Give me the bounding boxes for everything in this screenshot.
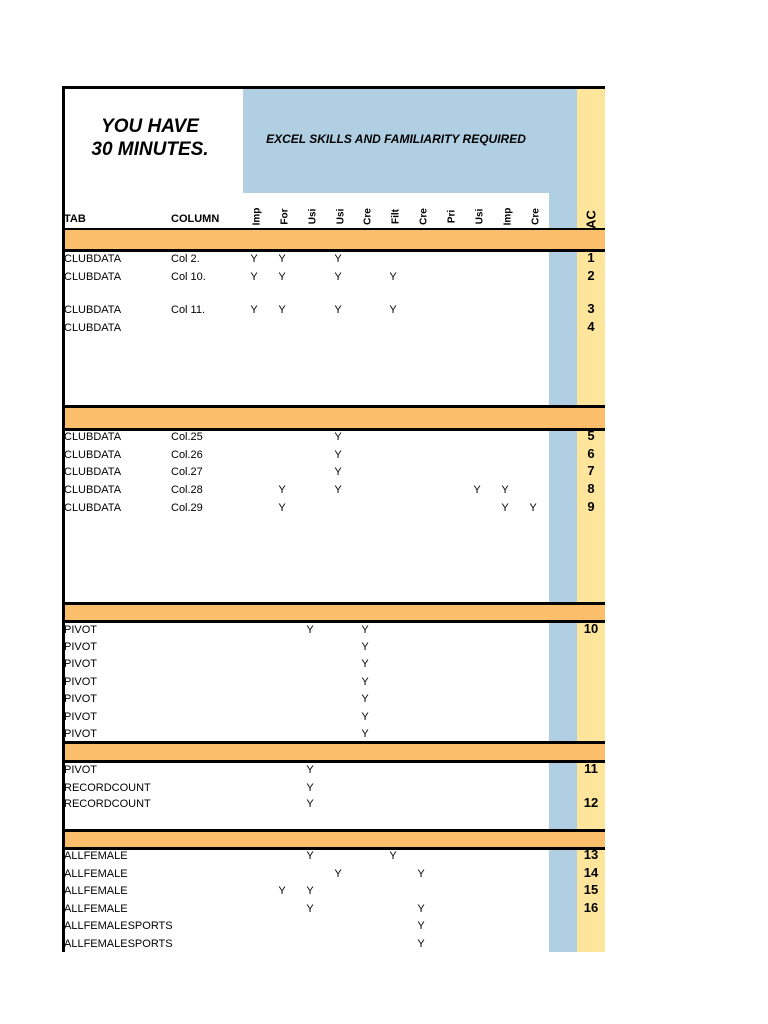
ac-number: 1: [587, 250, 595, 265]
ac-number: 10: [583, 621, 599, 636]
row-tab: ALLFEMALE: [64, 903, 128, 915]
row-tab: PIVOT: [64, 764, 98, 776]
skill-mark: Y: [389, 304, 397, 316]
rule: [64, 741, 605, 744]
row-tab: PIVOT: [64, 711, 98, 723]
row-column: Col.29: [171, 502, 203, 514]
rule: [64, 602, 605, 605]
skill-mark: Y: [306, 885, 314, 897]
row-column: Col 2.: [171, 253, 200, 265]
row-tab: PIVOT: [64, 693, 98, 705]
ac-number: 7: [587, 463, 595, 478]
row-tab: ALLFEMALE: [64, 885, 128, 897]
skill-mark: Y: [334, 466, 342, 478]
ac-number: 11: [584, 761, 598, 776]
row-tab: CLUBDATA: [64, 304, 122, 316]
skill-mark: Y: [250, 271, 258, 283]
row-column: Col 11.: [171, 304, 206, 316]
row-tab: ALLFEMALE: [64, 868, 128, 880]
skill-header: Cre: [530, 208, 542, 225]
skill-mark: Y: [473, 484, 481, 496]
skill-header: Cre: [362, 208, 374, 225]
skill-mark: Y: [306, 624, 314, 636]
row-tab: PIVOT: [64, 624, 98, 636]
row-tab: CLUBDATA: [64, 449, 122, 461]
ac-number: 5: [587, 428, 595, 443]
rule: [64, 760, 605, 763]
section-band: [64, 743, 605, 761]
skill-mark: Y: [278, 271, 286, 283]
row-tab: ALLFEMALESPORTS: [64, 920, 173, 932]
row-tab: CLUBDATA: [64, 502, 122, 514]
rule: [64, 620, 605, 623]
skill-mark: Y: [334, 431, 342, 443]
skill-mark: Y: [389, 850, 397, 862]
skill-mark: Y: [417, 903, 425, 915]
ac-number: 2: [587, 268, 595, 283]
row-tab: RECORDCOUNT: [64, 782, 151, 794]
ac-number: 8: [587, 481, 595, 496]
skill-mark: Y: [334, 868, 342, 880]
skill-mark: Y: [278, 253, 286, 265]
ac-number: 9: [587, 499, 595, 514]
rule: [64, 847, 605, 850]
skill-header: Cre: [418, 208, 430, 225]
row-tab: PIVOT: [64, 641, 98, 653]
top-border: [62, 86, 605, 89]
section-band: [64, 229, 605, 249]
skill-mark: Y: [334, 484, 342, 496]
rule: [64, 829, 605, 832]
skill-mark: Y: [417, 938, 425, 950]
skill-header: Usi: [307, 208, 319, 225]
skill-header: Usi: [474, 208, 486, 225]
skill-mark: Y: [417, 920, 425, 932]
timer-line-1: YOU HAVE: [101, 116, 199, 137]
ac-number: 14: [583, 865, 599, 880]
row-tab: CLUBDATA: [64, 466, 122, 478]
skill-mark: Y: [389, 271, 397, 283]
skill-mark: Y: [278, 885, 286, 897]
row-tab: PIVOT: [64, 728, 98, 740]
skill-mark: Y: [334, 253, 342, 265]
ac-number: 6: [587, 446, 595, 461]
skill-mark: Y: [361, 641, 369, 653]
banner-title: EXCEL SKILLS AND FAMILIARITY REQUIRED: [266, 132, 526, 146]
row-tab: PIVOT: [64, 676, 98, 688]
column-header: COLUMN: [171, 213, 220, 225]
skill-mark: Y: [278, 502, 286, 514]
skill-mark: Y: [361, 693, 369, 705]
skill-mark: Y: [361, 728, 369, 740]
skill-mark: Y: [361, 624, 369, 636]
skill-mark: Y: [334, 271, 342, 283]
rule: [64, 228, 605, 230]
skill-mark: Y: [334, 304, 342, 316]
skill-header: Imp: [251, 207, 263, 226]
row-tab: ALLFEMALESPORTS: [64, 938, 173, 950]
row-tab: CLUBDATA: [64, 484, 122, 496]
row-column: Col.25: [171, 431, 203, 443]
ac-number: 13: [583, 847, 599, 862]
skill-header: Usi: [335, 208, 347, 225]
skill-mark: Y: [250, 253, 258, 265]
ac-number: 4: [587, 319, 595, 334]
skill-mark: Y: [501, 484, 509, 496]
skill-mark: Y: [306, 764, 314, 776]
section-band: [64, 604, 605, 621]
row-column: Col 10.: [171, 271, 206, 283]
ac-number: 16: [583, 900, 599, 915]
skill-mark: Y: [250, 304, 258, 316]
row-column: Col.28: [171, 484, 203, 496]
skill-mark: Y: [361, 658, 369, 670]
skill-header: For: [279, 208, 291, 225]
row-tab: ALLFEMALE: [64, 850, 128, 862]
timer-line-2: 30 MINUTES.: [91, 139, 209, 160]
skill-mark: Y: [529, 502, 537, 514]
skill-mark: Y: [306, 798, 314, 810]
tab-header: TAB: [64, 213, 86, 225]
skill-mark: Y: [417, 868, 425, 880]
section-band: [64, 831, 605, 848]
rule: [64, 405, 605, 408]
row-tab: PIVOT: [64, 658, 98, 670]
skill-mark: Y: [361, 711, 369, 723]
skill-mark: Y: [501, 502, 509, 514]
row-tab: CLUBDATA: [64, 431, 122, 443]
row-tab: RECORDCOUNT: [64, 798, 151, 810]
ac-header: AC: [583, 210, 599, 229]
blue-column: [549, 88, 577, 952]
ac-number: 15: [583, 882, 599, 897]
row-tab: CLUBDATA: [64, 253, 122, 265]
skill-mark: Y: [306, 903, 314, 915]
ac-number: 12: [583, 795, 599, 810]
row-column: Col.26: [171, 449, 203, 461]
skill-mark: Y: [306, 850, 314, 862]
skill-header: Imp: [502, 207, 514, 226]
skill-mark: Y: [306, 782, 314, 794]
skill-header: Filt: [390, 209, 402, 224]
row-tab: CLUBDATA: [64, 322, 122, 334]
ac-number: 3: [587, 301, 595, 316]
skill-mark: Y: [278, 484, 286, 496]
skill-mark: Y: [278, 304, 286, 316]
skill-mark: Y: [334, 449, 342, 461]
section-band: [64, 407, 605, 428]
skill-mark: Y: [361, 676, 369, 688]
row-column: Col.27: [171, 466, 203, 478]
skill-header: Pri: [446, 209, 458, 224]
row-tab: CLUBDATA: [64, 271, 122, 283]
